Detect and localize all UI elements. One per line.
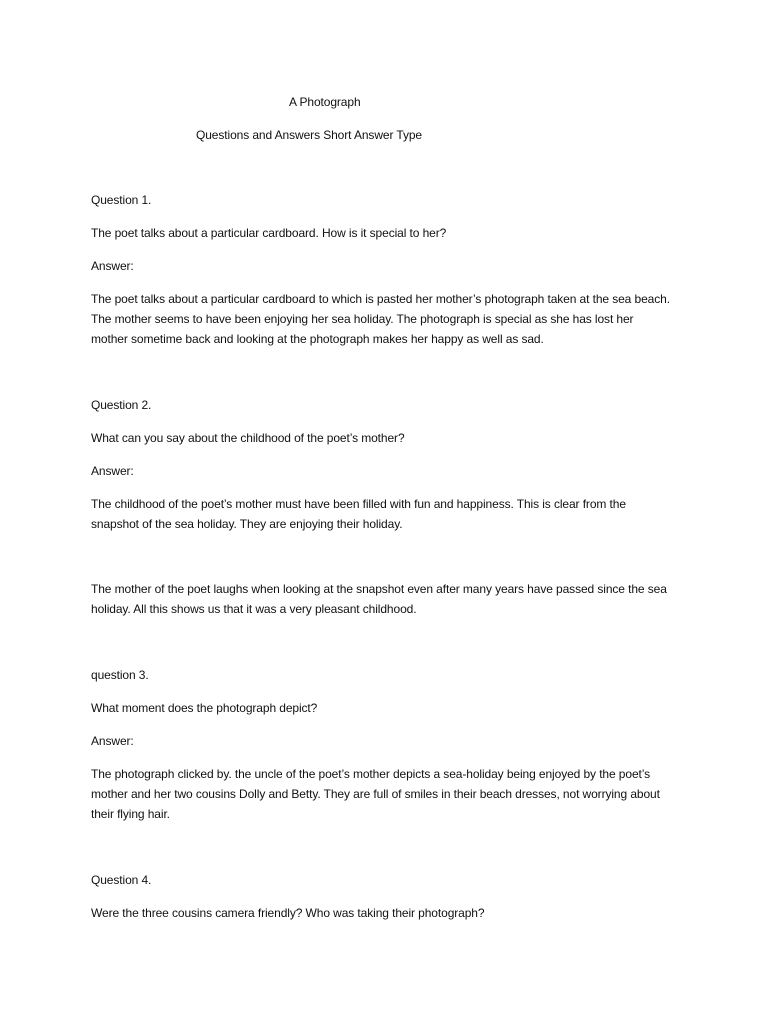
- question-3-answer-label: Answer:: [91, 734, 134, 748]
- question-2-text: What can you say about the childhood of the poet’s mother?: [91, 431, 405, 445]
- question-3-heading: question 3.: [91, 668, 149, 682]
- question-1-answer-label: Answer:: [91, 259, 134, 273]
- question-2-answer-paragraph-1: The childhood of the poet’s mother must have been filled with fun and happiness. This is clear from the snapshot of the sea holiday. They are enjoying their holiday.: [91, 497, 626, 531]
- question-1-text: The poet talks about a particular cardboard. How is it special to her?: [91, 226, 447, 240]
- question-1-answer: The poet talks about a particular cardboard to which is pasted her mother’s photograph taken at the sea beach. The mother seems to have been enjoying her sea holiday. The photograph is special as she has lost her mother sometime back and looking at the photograph makes her happy as well as sad.: [91, 292, 670, 346]
- question-2-answer-label: Answer:: [91, 464, 134, 478]
- question-3-text: What moment does the photograph depict?: [91, 701, 318, 715]
- question-4-text: Were the three cousins camera friendly? Who was taking their photograph?: [91, 906, 485, 920]
- document-subtitle: Questions and Answers Short Answer Type: [196, 128, 423, 142]
- document-title: A Photograph: [289, 95, 361, 109]
- question-2-answer-paragraph-2: The mother of the poet laughs when looking at the snapshot even after many years have passed since the sea holiday. All this shows us that it was a very pleasant childhood.: [91, 582, 667, 616]
- question-4-heading: Question 4.: [91, 873, 152, 887]
- question-2-heading: Question 2.: [91, 398, 152, 412]
- question-1-heading: Question 1.: [91, 193, 152, 207]
- question-3-answer: The photograph clicked by. the uncle of the poet’s mother depicts a sea-holiday being enjoyed by the poet’s mother and her two cousins Dolly and Betty. They are full of smiles in their beach dresses, not worrying about their flying hair.: [91, 767, 660, 821]
